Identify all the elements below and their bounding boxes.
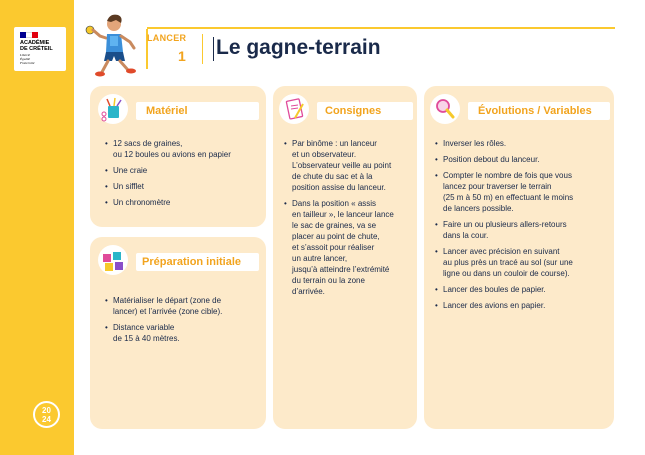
list-item: • Lancer avec précision en suivant au plus près un tracé au sol (sur une ligne ou dans un couloir de course).	[434, 246, 612, 279]
materiel-card	[90, 86, 266, 227]
header-line	[147, 27, 615, 29]
list-item: • Distance variable de 15 à 40 mètres.	[104, 322, 264, 344]
list-item: • Un sifflet	[104, 181, 264, 192]
list-item: • Un chronomètre	[104, 197, 264, 208]
olympic-2024-badge: 20 24	[33, 401, 60, 428]
evolutions-card	[424, 86, 614, 429]
puzzle-icon	[98, 245, 128, 275]
preparation-title: Préparation initiale	[142, 256, 242, 268]
title-divider	[202, 34, 203, 64]
preparation-header	[136, 253, 259, 271]
list-item: • Inverser les rôles.	[434, 138, 612, 149]
list-item: • Position debout du lanceur.	[434, 154, 612, 165]
list-item: • Faire un ou plusieurs allers-retours dans la cour.	[434, 219, 612, 241]
academie-logo	[14, 27, 66, 71]
category-label: LANCER	[147, 33, 187, 43]
logo-motto-text: Liberté Égalité Fraternité	[20, 53, 35, 65]
consignes-title: Consignes	[325, 105, 382, 117]
logo-academie-text: ACADÉMIE DE CRÉTEIL	[20, 40, 53, 52]
consignes-list	[283, 138, 415, 302]
evolutions-title: Évolutions / Variables	[478, 105, 592, 117]
magnifier-icon	[430, 94, 460, 124]
evolutions-header	[468, 102, 610, 120]
list-item: • Matérialiser le départ (zone de lancer) et l’arrivée (zone cible).	[104, 295, 264, 317]
evolutions-list	[434, 138, 612, 316]
materiel-header	[136, 102, 259, 120]
list-item: • Une craie	[104, 165, 264, 176]
list-item: • Lancer des boules de papier.	[434, 284, 612, 295]
preparation-list	[104, 295, 264, 349]
consignes-card	[273, 86, 417, 429]
category-number: 1	[178, 48, 186, 64]
materiel-title: Matériel	[146, 105, 188, 117]
scissors-cup-icon	[98, 94, 128, 124]
page-title: Le gagne-terrain	[216, 36, 381, 59]
materiel-list	[104, 138, 264, 213]
consignes-header	[317, 102, 413, 120]
list-item: • 12 sacs de graines, ou 12 boules ou avions en papier	[104, 138, 264, 160]
list-item: • Lancer des avions en papier.	[434, 300, 612, 311]
player-throwing-illustration	[78, 8, 146, 80]
list-item: • Par binôme : un lanceur et un observateur. L’observateur veille au point de chute du sac et à la position assise du lanceur.	[283, 138, 415, 193]
french-flag-icon	[20, 32, 38, 38]
list-item: • Compter le nombre de fois que vous lancez pour traverser le terrain (25 m à 50 m) en effectuant le moins de lancers possible.	[434, 170, 612, 214]
list-item: • Dans la position « assis en tailleur », le lanceur lance le sac de graines, va se placer au point de chute, et s’assoit pour réaliser un autre lancer, jusqu’à atteindre l’extrémité du terrain ou la zone d’arrivée.	[283, 198, 415, 297]
title-cursor	[213, 37, 214, 61]
clipboard-icon	[279, 94, 309, 124]
preparation-card	[90, 237, 266, 429]
